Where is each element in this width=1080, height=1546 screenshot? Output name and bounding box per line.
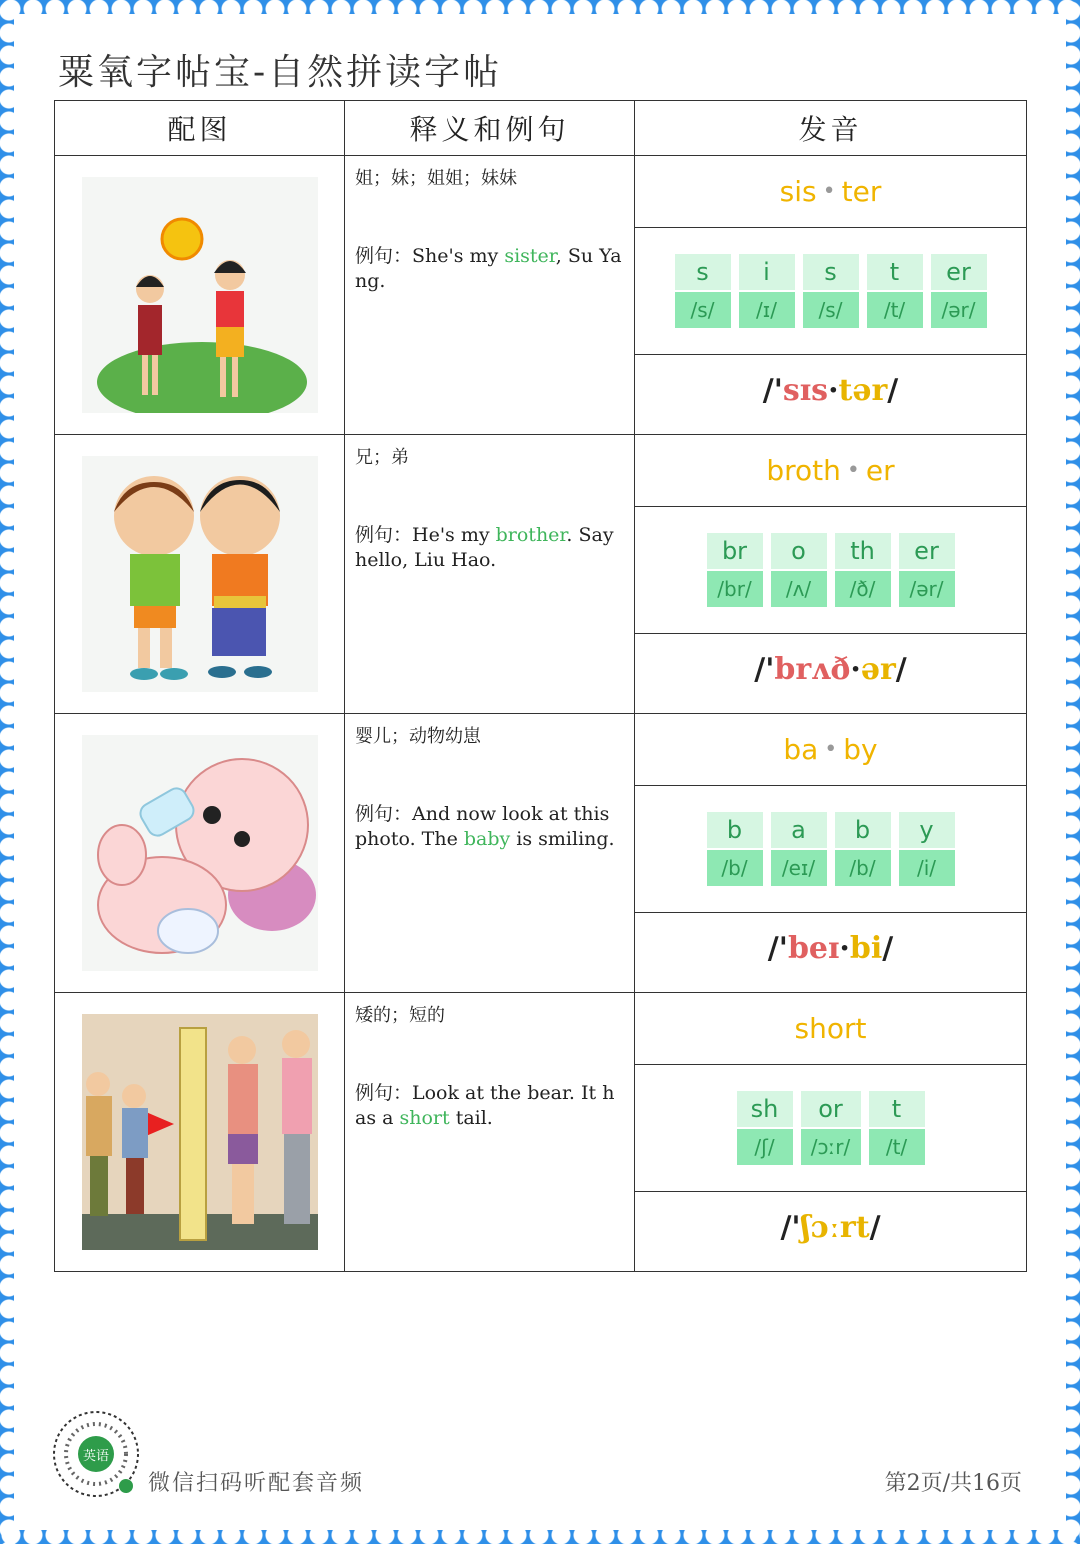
phonics-chunk[interactable] [803,254,859,328]
phonics-chunks [635,786,1026,913]
image-cell [55,435,345,714]
qr-code-icon[interactable] [52,1410,140,1498]
syllable-dot: • [824,737,838,762]
ipa-part: / [882,931,894,966]
chunk-sound: /ʌ/ [771,571,827,607]
syllable: broth [766,454,841,487]
example-sentence [355,244,624,294]
phonics-chunks [635,228,1026,355]
image-cell [55,714,345,993]
header-pronunciation: 发音 [635,101,1027,156]
chunk-letters: a [771,812,827,848]
phonics-chunk[interactable] [899,533,955,607]
chunk-letters: b [835,812,891,848]
phonics-chunk[interactable] [899,812,955,886]
phonics-chunk[interactable] [869,1091,925,1165]
ipa-part: /' [754,652,775,687]
syllable-word [635,156,1026,228]
chunk-letters: o [771,533,827,569]
phonics-table [54,100,1027,1272]
phonics-chunk[interactable] [867,254,923,328]
ipa-transcription [635,913,1026,984]
table-header-row [55,101,1027,156]
example-text: 例句：Look at the bear. It has a [355,1082,615,1129]
chunk-letters: er [931,254,987,290]
border-scallop-right [1060,0,1080,1544]
phonics-chunks [635,1065,1026,1192]
meaning-cell [345,156,635,435]
syllable-word [635,714,1026,786]
phonics-chunk[interactable] [835,533,891,607]
chunk-sound: /ð/ [835,571,891,607]
phonics-chunk[interactable] [707,812,763,886]
syllable: by [843,733,878,766]
chunk-sound: /t/ [867,292,923,328]
example-text: tail. [449,1107,493,1129]
chunk-letters: s [803,254,859,290]
syllable: short [794,1012,867,1045]
chunk-sound: /s/ [803,292,859,328]
syllable-word [635,993,1026,1065]
example-sentence [355,802,624,852]
ipa-part: ər [860,652,896,687]
meaning-cell [345,435,635,714]
baby-illustration [82,735,318,971]
table-row [55,435,1027,714]
pronunciation-cell [635,714,1027,993]
header-image: 配图 [55,101,345,156]
pronunciation-cell [635,993,1027,1272]
chunk-letters: t [869,1091,925,1127]
border-scallop-top [0,0,1080,20]
phonics-chunk[interactable] [771,812,827,886]
ipa-part: /' [767,931,788,966]
scan-instruction: 微信扫码听配套音频 [148,1471,365,1496]
header-meaning: 释义和例句 [345,101,635,156]
chunk-sound: /eɪ/ [771,850,827,886]
pronunciation-cell [635,156,1027,435]
syllable: er [865,454,895,487]
height-comparison-illustration [82,1014,318,1250]
example-text: 例句：And now look at this photo. The [355,803,610,850]
ipa-transcription [635,355,1026,426]
example-text: , Su Yang. [355,245,622,292]
table-row [55,993,1027,1272]
syllable-dot: • [846,458,860,483]
ipa-part: sɪs [782,373,829,408]
chunk-sound: /b/ [707,850,763,886]
page-number: 第2页/共16页 [884,1471,1022,1496]
example-keyword: sister [504,245,556,267]
syllable-dot: • [822,179,836,204]
phonics-chunk[interactable] [835,812,891,886]
chunk-letters: t [867,254,923,290]
table-row [55,714,1027,993]
table-row [55,156,1027,435]
chunk-letters: b [707,812,763,848]
chunk-sound: /i/ [899,850,955,886]
phonics-chunk[interactable] [737,1091,793,1165]
ipa-part: · [828,373,839,408]
ipa-part: /' [780,1210,801,1245]
border-scallop-left [0,0,20,1544]
phonics-chunk[interactable] [931,254,987,328]
ipa-part: /' [762,373,783,408]
boys-illustration [82,456,318,692]
syllable: sis [779,175,817,208]
ipa-part: bi [849,931,883,966]
meaning-cell [345,993,635,1272]
ipa-part: tər [838,373,888,408]
chunk-sound: /br/ [707,571,763,607]
chunk-letters: i [739,254,795,290]
chunk-sound: /ər/ [931,292,987,328]
chunk-sound: /ɪ/ [739,292,795,328]
border-scallop-bottom [0,1524,1080,1546]
syllable: ter [841,175,882,208]
chunk-letters: th [835,533,891,569]
chunk-letters: s [675,254,731,290]
meaning-text: 矮的；短的 [355,1005,445,1026]
example-keyword: brother [495,524,567,546]
ipa-part: / [869,1210,881,1245]
ipa-part: beɪ [787,931,840,966]
phonics-chunk[interactable] [675,254,731,328]
chunk-sound: /t/ [869,1129,925,1165]
ipa-part: / [895,652,907,687]
ipa-part: ʃɔːrt [800,1210,870,1245]
phonics-chunk[interactable] [707,533,763,607]
qr-badge-text: 英语 [82,1449,110,1464]
image-cell [55,156,345,435]
example-text: is smiling. [510,828,615,850]
phonics-chunk[interactable] [771,533,827,607]
chunk-sound: /b/ [835,850,891,886]
chunk-letters: or [801,1091,861,1127]
ipa-part: brʌð [774,652,851,687]
ipa-part: · [839,931,850,966]
chunk-letters: er [899,533,955,569]
chunk-sound: /s/ [675,292,731,328]
example-sentence [355,1081,624,1131]
example-text: 例句：She's my [355,245,505,267]
image-cell [55,993,345,1272]
meaning-text: 兄；弟 [355,447,409,468]
chunk-letters: y [899,812,955,848]
meaning-text: 姐；妹；姐姐；妹妹 [355,168,517,189]
syllable-word [635,435,1026,507]
ipa-part: / [887,373,899,408]
ipa-part: · [850,652,861,687]
example-keyword: baby [463,828,511,850]
example-keyword: short [399,1107,450,1129]
chunk-sound: /ʃ/ [737,1129,793,1165]
phonics-chunks [635,507,1026,634]
example-text: . Say hello, Liu Hao. [355,524,614,571]
example-sentence [355,523,624,573]
example-text: 例句：He's my [355,524,496,546]
chunk-sound: /ɔːr/ [801,1129,861,1165]
chunk-sound: /ər/ [899,571,955,607]
page-title: 粟氧字帖宝-自然拼读字帖 [58,52,503,93]
meaning-cell [345,714,635,993]
phonics-chunk[interactable] [739,254,795,328]
ipa-transcription [635,634,1026,705]
meaning-text: 婴儿；动物幼崽 [355,726,481,747]
girls-illustration [82,177,318,413]
syllable: ba [783,733,819,766]
chunk-letters: sh [737,1091,793,1127]
phonics-chunk[interactable] [801,1091,861,1165]
ipa-transcription [635,1192,1026,1263]
pronunciation-cell [635,435,1027,714]
chunk-letters: br [707,533,763,569]
